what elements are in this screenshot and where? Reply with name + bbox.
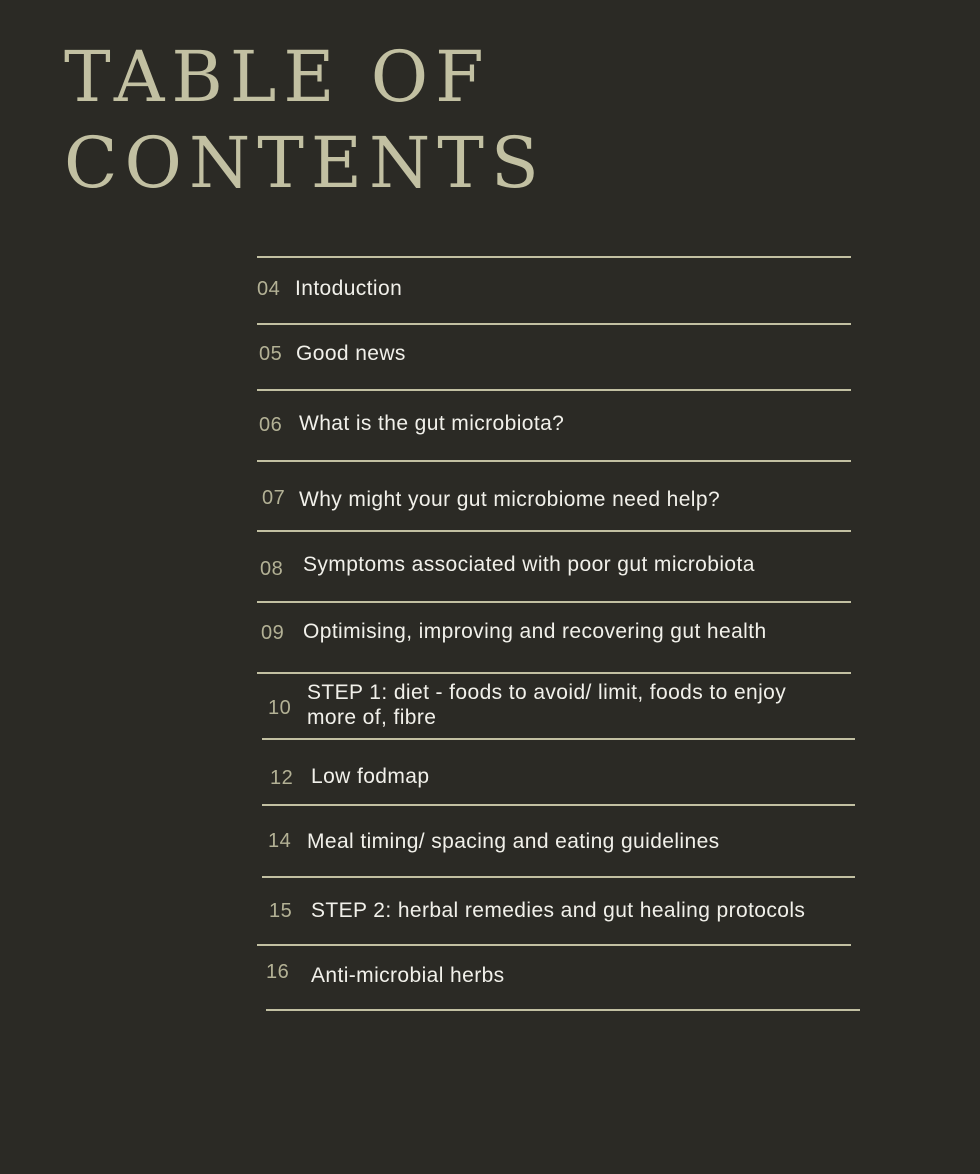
toc-page-number: 16 <box>266 961 290 983</box>
toc-page-number: 10 <box>268 697 292 719</box>
toc-page-number: 12 <box>270 767 294 789</box>
toc-entry-label: Anti-microbial herbs <box>311 964 505 987</box>
page-title <box>64 34 546 206</box>
toc-entry-label: What is the gut microbiota? <box>299 412 565 435</box>
toc-divider <box>257 601 851 603</box>
toc-entry-label: Why might your gut microbiome need help? <box>299 488 721 511</box>
toc-divider <box>262 738 855 740</box>
toc-entry-label: Symptoms associated with poor gut microbiota <box>303 553 755 576</box>
toc-page-number: 09 <box>261 622 285 644</box>
toc-entry-label: STEP 2: herbal remedies and gut healing protocols <box>311 899 806 922</box>
toc-page-number: 04 <box>257 278 281 300</box>
toc-divider <box>257 389 851 391</box>
toc-divider <box>266 1009 860 1011</box>
toc-divider <box>262 876 855 878</box>
toc-page-number: 05 <box>259 343 283 365</box>
toc-entry-label: Intoduction <box>295 277 403 300</box>
toc-divider <box>262 804 855 806</box>
toc-page-number: 14 <box>268 830 292 852</box>
toc-divider <box>257 460 851 462</box>
toc-entry-label: Meal timing/ spacing and eating guidelines <box>307 830 720 853</box>
toc-divider <box>257 672 851 674</box>
toc-entry-label-line-1: STEP 1: diet - foods to avoid/ limit, foods to enjoy <box>307 681 787 704</box>
toc-entry-label: Good news <box>296 342 406 365</box>
toc-divider <box>257 530 851 532</box>
toc-divider <box>257 256 851 258</box>
title-line-1: TABLE OF <box>64 36 491 118</box>
toc-divider <box>257 944 851 946</box>
toc-entry-label: Optimising, improving and recovering gut health <box>303 620 767 643</box>
toc-divider <box>257 323 851 325</box>
toc-page-number: 15 <box>269 900 293 922</box>
toc-entry-label: Low fodmap <box>311 765 430 788</box>
title-line-2: CONTENTS <box>64 122 546 204</box>
toc-page-number: 07 <box>262 487 286 509</box>
toc-page-number: 08 <box>260 558 284 580</box>
toc-page-number: 06 <box>259 414 283 436</box>
toc-entry-label-line-2: more of, fibre <box>307 706 437 729</box>
